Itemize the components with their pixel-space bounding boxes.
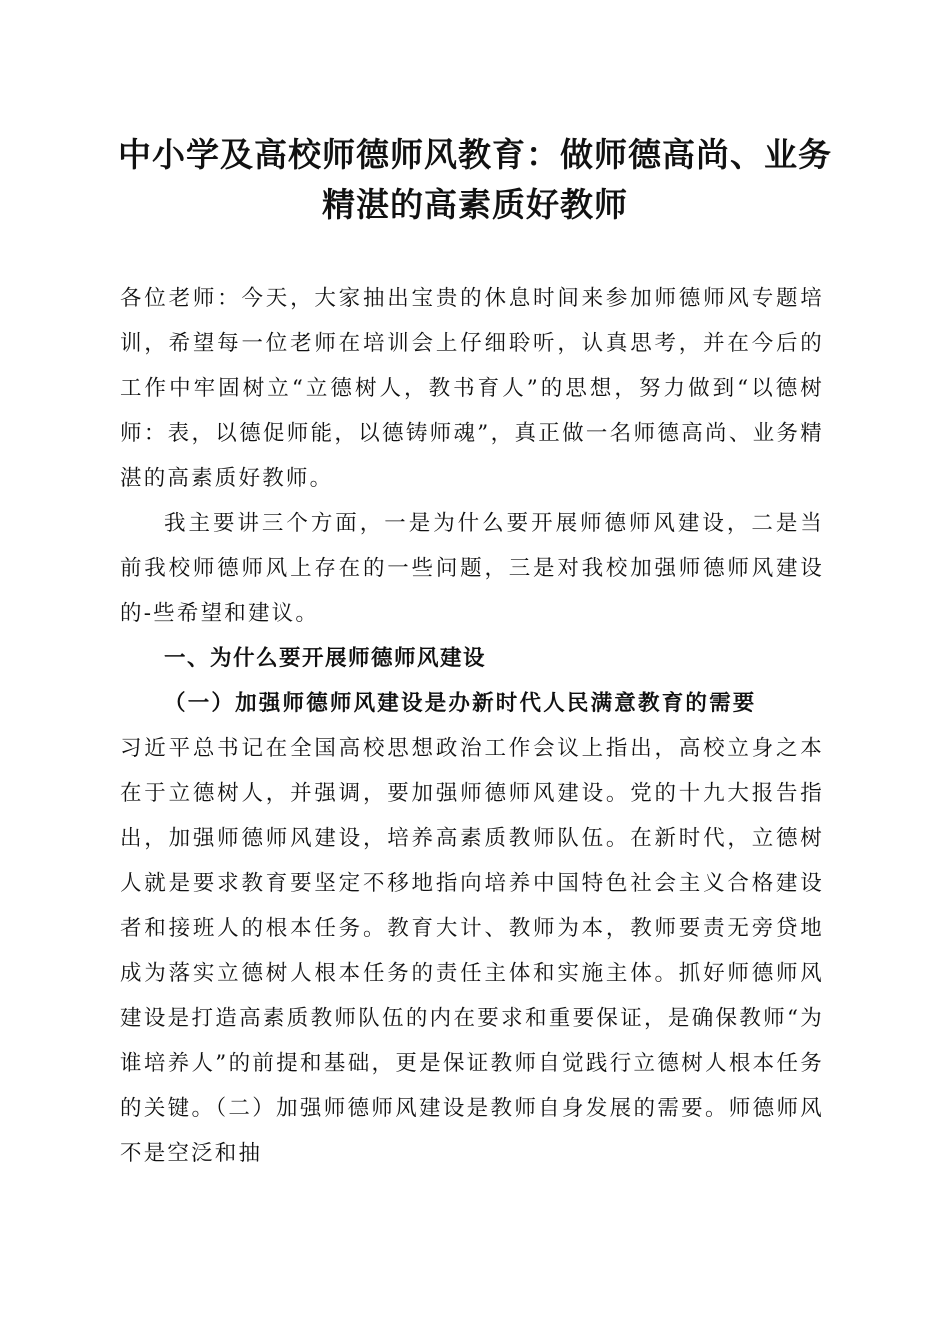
opening-paragraph: 各位老师：今天，大家抽出宝贵的休息时间来参加师德师风专题培训，希望每一位老师在培训会上仔细聆听，认真思考，并在今后的工作中牢固树立“立德树人，教书育人”的思想，努力做到“以德树师：表，以德促师能，以德铸师魂”，真正做一名师德高尚、业务精湛的高素质好教师。 bbox=[120, 286, 824, 491]
subsection-heading: （一）加强师德师风建设是办新时代人民满意教育的需要 bbox=[164, 691, 757, 716]
outline-paragraph: 我主要讲三个方面，一是为什么要开展师德师风建设，二是当前我校师德师风上存在的一些问题，三是对我校加强师德师风建设的-些希望和建议。 bbox=[120, 511, 824, 626]
body-paragraph: 习近平总书记在全国高校思想政治工作会议上指出，高校立身之本在于立德树人，并强调，要加强师德师风建设。党的十九大报告指出，加强师德师风建设，培养高素质教师队伍。在新时代，立德树人就是要求教育要坚定不移地指向培养中国特色社会主义合格建设者和接班人的根本任务。教育大计、教师为本，教师要责无旁贷地成为落实立德树人根本任务的责任主体和实施主体。抓好师德师风建设是打造高素质教师队伍的内在要求和重要保证，是确保教师“为谁培养人”的前提和基础，更是保证教师自觉践行立德树人根本任务的关键。（二）加强师德师风建设是教师自身发展的需要。师德师风不是空泛和抽 bbox=[120, 736, 824, 1166]
document-title: 中小学及高校师德师风教育：做师德高尚、业务精湛的高素质好教师 bbox=[118, 135, 832, 224]
section-heading: 一、为什么要开展师德师风建设 bbox=[164, 646, 487, 671]
document-body bbox=[120, 276, 824, 1176]
